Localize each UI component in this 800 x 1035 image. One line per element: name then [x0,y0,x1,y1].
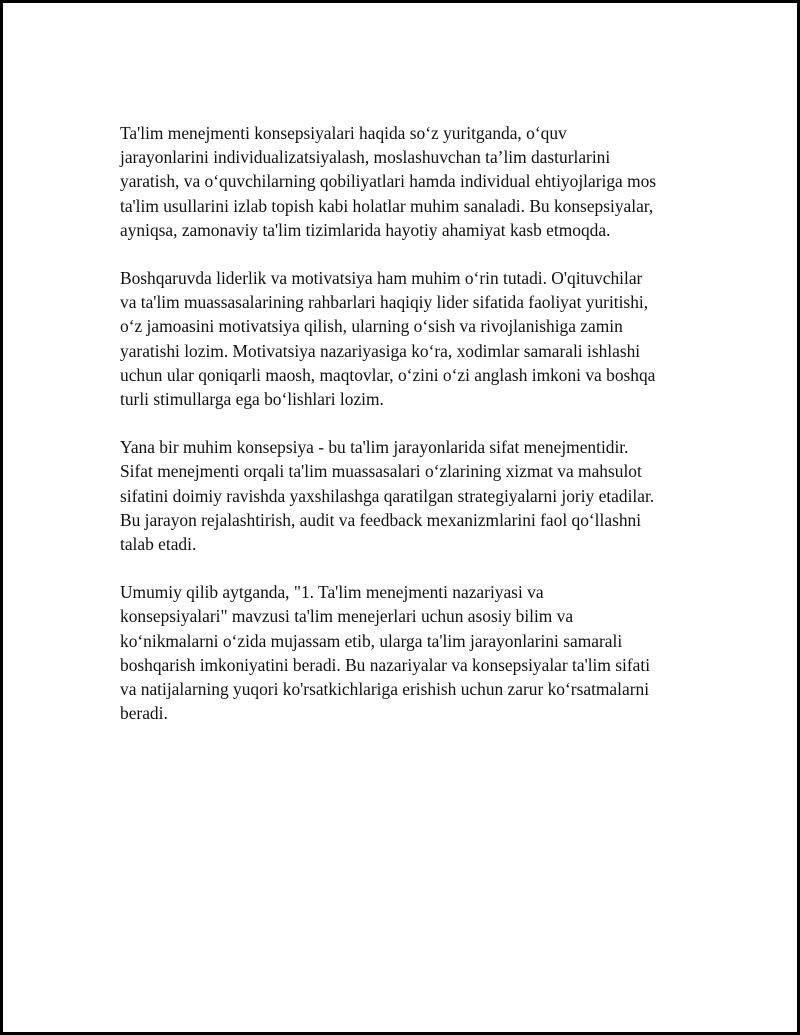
paragraph-leadership [120,266,700,411]
text-line: beradi. [120,703,168,724]
text-line: turli stimullarga ega bo‘lishlari lozim. [120,389,384,410]
text-line: Umumiy qilib aytganda, "1. Ta'lim menejmenti nazariyasi va [120,582,544,603]
text-line: sifatini doimiy ravishda yaxshilashga qaratilgan strategiyalarni joriy etadilar. [120,485,655,506]
paragraph-concepts [120,121,700,242]
text-line: talab etadi. [120,534,197,555]
text-line: Boshqaruvda liderlik va motivatsiya ham muhim o‘rin tutadi. O'qituvchilar [120,268,643,289]
text-line: yaratishi lozim. Motivatsiya nazariyasiga ko‘ra, xodimlar samarali ishlashi [120,340,641,361]
text-line: yaratish, va o‘quvchilarning qobiliyatlari hamda individual ehtiyojlariga mos [120,171,657,192]
text-line: Bu jarayon rejalashtirish, audit va feedback mexanizmlarini faol qo‘llashni [120,509,642,530]
text-line: uchun ular qoniqarli maosh, maqtovlar, o‘zini o‘zi anglash imkoni va boshqa [120,364,656,385]
paragraph-conclusion [120,580,700,725]
text-line: va natijalarning yuqori ko'rsatkichlariga erishish uchun zarur ko‘rsatmalarni [120,679,650,700]
text-line: o‘z jamoasini motivatsiya qilish, ularning o‘sish va rivojlanishiga zamin [120,316,623,337]
document-body [120,121,700,725]
text-line: ko‘nikmalarni o‘zida mujassam etib, ularga ta'lim jarayonlarini samarali [120,630,623,651]
text-line: Sifat menejmenti orqali ta'lim muassasalari o‘zlarining xizmat va mahsulot [120,461,642,482]
text-line: jarayonlarini individualizatsiyalash, moslashuvchan ta’lim dasturlarini [120,147,611,168]
paragraph-spacer [120,242,700,266]
text-line: Ta'lim menejmenti konsepsiyalari haqida so‘z yuritganda, o‘quv [120,123,567,143]
text-line: va ta'lim muassasalarining rahbarlari haqiqiy lider sifatida faoliyat yuritishi, [120,292,649,313]
text-line: Yana bir muhim konsepsiya - bu ta'lim jarayonlarida sifat menejmentidir. [120,437,629,458]
text-line: ta'lim usullarini izlab topish kabi holatlar muhim sanaladi. Bu konsepsiyalar, [120,195,654,216]
paragraph-quality [120,435,700,556]
text-line: ayniqsa, zamonaviy ta'lim tizimlarida hayotiy ahamiyat kasb etmoqda. [120,219,611,240]
text-line: boshqarish imkoniyatini beradi. Bu nazariyalar va konsepsiyalar ta'lim sifati [120,654,651,675]
text-line: konsepsiyalari" mavzusi ta'lim menejerlari uchun asosiy bilim va [120,606,574,627]
paragraph-spacer [120,411,700,435]
paragraph-spacer [120,556,700,580]
